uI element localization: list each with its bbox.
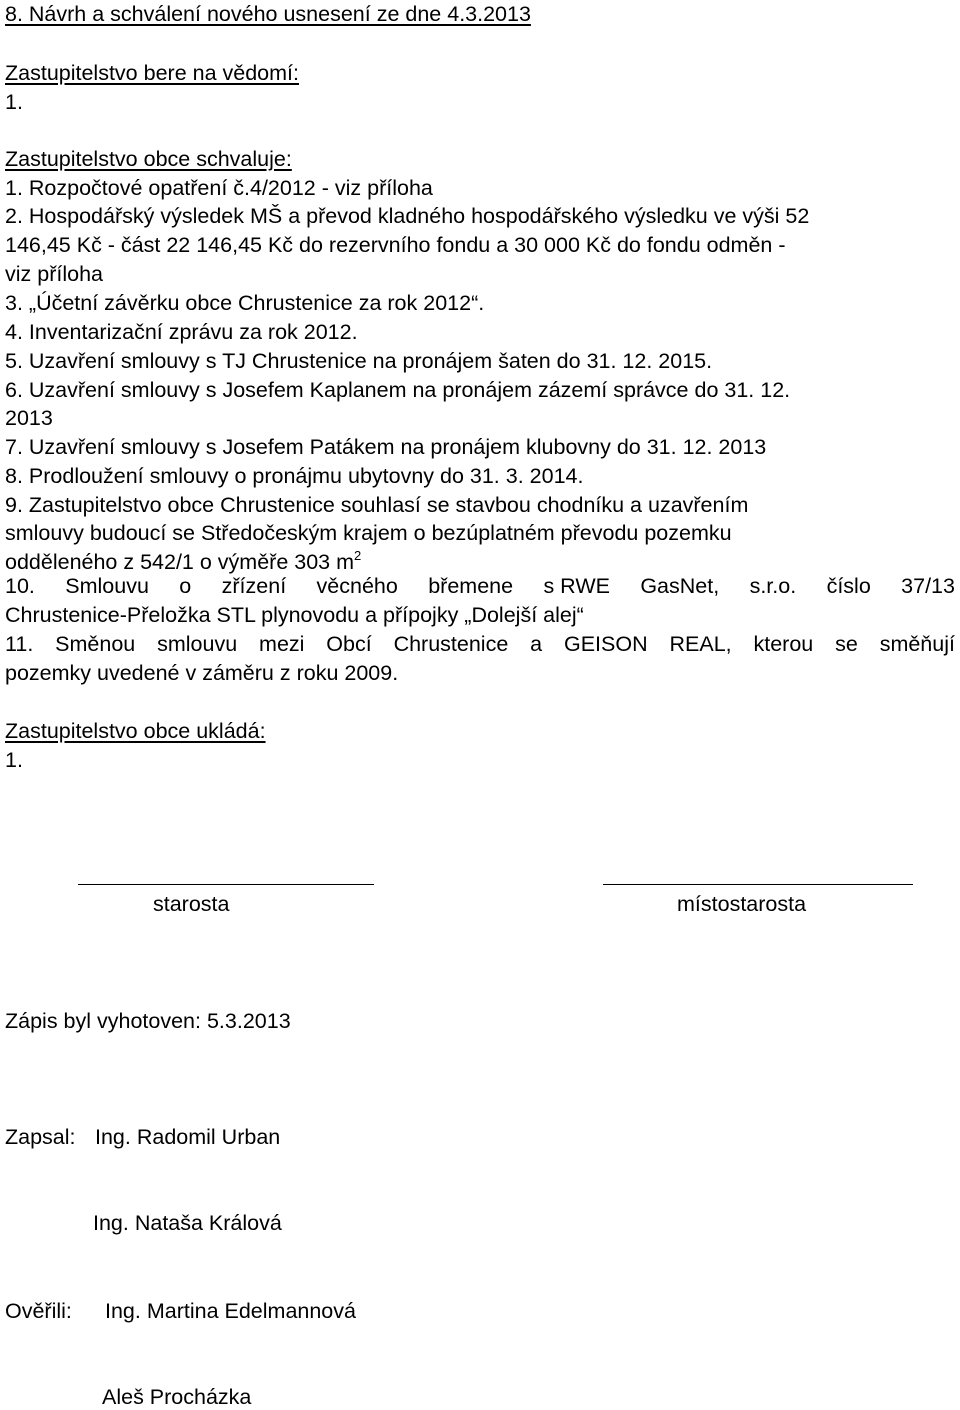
approves-line: 2. Hospodářský výsledek MŠ a převod kladného hospodářského výsledku ve výši 52	[5, 204, 810, 228]
approves-line-seg: se	[835, 632, 858, 656]
approves-line-seg: břemene	[428, 574, 514, 598]
minutes-prepared-date: Zápis byl vyhotoven: 5.3.2013	[5, 1009, 291, 1033]
signature-label-deputy-mayor: místostarosta	[677, 892, 807, 916]
superscript-2: 2	[354, 548, 362, 563]
approves-line-seg: mezi	[259, 632, 305, 656]
approves-line-seg: GEISON	[563, 632, 648, 656]
approves-line-seg: Smlouvu	[65, 574, 149, 598]
approves-line-seg: 10.	[5, 574, 35, 598]
approves-line-seg: smlouvu	[157, 632, 238, 656]
approves-line-seg: REAL,	[669, 632, 732, 656]
approves-line-seg: Směnou	[55, 632, 136, 656]
signature-line-left	[78, 884, 374, 885]
approves-line-seg: s.r.o.	[749, 574, 797, 598]
approves-line: 2013	[5, 406, 53, 430]
approves-line-seg: kterou	[753, 632, 814, 656]
approves-line-seg: věcného	[316, 574, 398, 598]
approves-line-text: odděleného z 542/1 o výměře 303 m	[5, 550, 355, 574]
approves-line-seg: Chrustenice	[393, 632, 509, 656]
approves-line-justified	[5, 634, 955, 656]
verifier-label: Ověřili:	[5, 1299, 72, 1323]
approves-line-seg: 37/13	[901, 574, 955, 598]
signature-line-right	[603, 884, 913, 885]
approves-line: 8. Prodloužení smlouvy o pronájmu ubytovny do 31. 3. 2014.	[5, 464, 584, 488]
recorder-name: Ing. Nataša Králová	[93, 1211, 282, 1235]
approves-line: pozemky uvedené v záměru z roku 2009.	[5, 661, 399, 685]
approves-line: viz příloha	[5, 262, 103, 286]
noted-item: 1.	[5, 90, 23, 114]
approves-line-seg: a	[530, 632, 543, 656]
approves-line-seg: GasNet,	[640, 574, 720, 598]
approves-line: 146,45 Kč - část 22 146,45 Kč do rezervního fondu a 30 000 Kč do fondu odměn -	[5, 233, 786, 257]
imposes-section-title: Zastupitelstvo obce ukládá:	[5, 719, 266, 743]
approves-line-seg: směňují	[879, 632, 955, 656]
noted-section-title: Zastupitelstvo bere na vědomí:	[5, 61, 299, 85]
approves-line-seg: číslo	[826, 574, 871, 598]
approves-line-seg: o	[179, 574, 192, 598]
approves-line: 7. Uzavření smlouvy s Josefem Patákem na pronájem klubovny do 31. 12. 2013	[5, 435, 767, 459]
approves-line-seg: Obcí	[326, 632, 372, 656]
recorder-name: Ing. Radomil Urban	[95, 1125, 281, 1149]
approves-line: 6. Uzavření smlouvy s Josefem Kaplanem na pronájem zázemí správce do 31. 12.	[5, 378, 791, 402]
approves-line: 1. Rozpočtové opatření č.4/2012 - viz příloha	[5, 176, 433, 200]
approves-line-seg: s RWE	[543, 574, 610, 598]
approves-line-seg: 11.	[5, 632, 34, 656]
approves-line: Chrustenice-Přeložka STL plynovodu a přípojky „Dolejší alej“	[5, 603, 584, 627]
approves-line-seg: zřízení	[221, 574, 287, 598]
approves-line	[5, 549, 361, 574]
approves-line: 3. „Účetní závěrku obce Chrustenice za rok 2012“.	[5, 291, 485, 315]
approves-line: 5. Uzavření smlouvy s TJ Chrustenice na pronájem šaten do 31. 12. 2015.	[5, 349, 713, 373]
approves-line: smlouvy budoucí se Středočeským krajem o bezúplatném převodu pozemku	[5, 521, 732, 545]
approves-line: 9. Zastupitelstvo obce Chrustenice souhlasí se stavbou chodníku a uzavřením	[5, 493, 749, 517]
approves-line-justified	[5, 576, 955, 598]
approves-section-title: Zastupitelstvo obce schvaluje:	[5, 147, 292, 171]
imposes-item: 1.	[5, 748, 23, 772]
recorder-label: Zapsal:	[5, 1125, 76, 1149]
page-heading: 8. Návrh a schválení nového usnesení ze dne 4.3.2013	[5, 2, 531, 26]
verifier-name: Ing. Martina Edelmannová	[105, 1299, 356, 1323]
verifier-name: Aleš Procházka	[102, 1385, 252, 1409]
approves-line: 4. Inventarizační zprávu za rok 2012.	[5, 320, 358, 344]
signature-label-mayor: starosta	[153, 892, 230, 916]
